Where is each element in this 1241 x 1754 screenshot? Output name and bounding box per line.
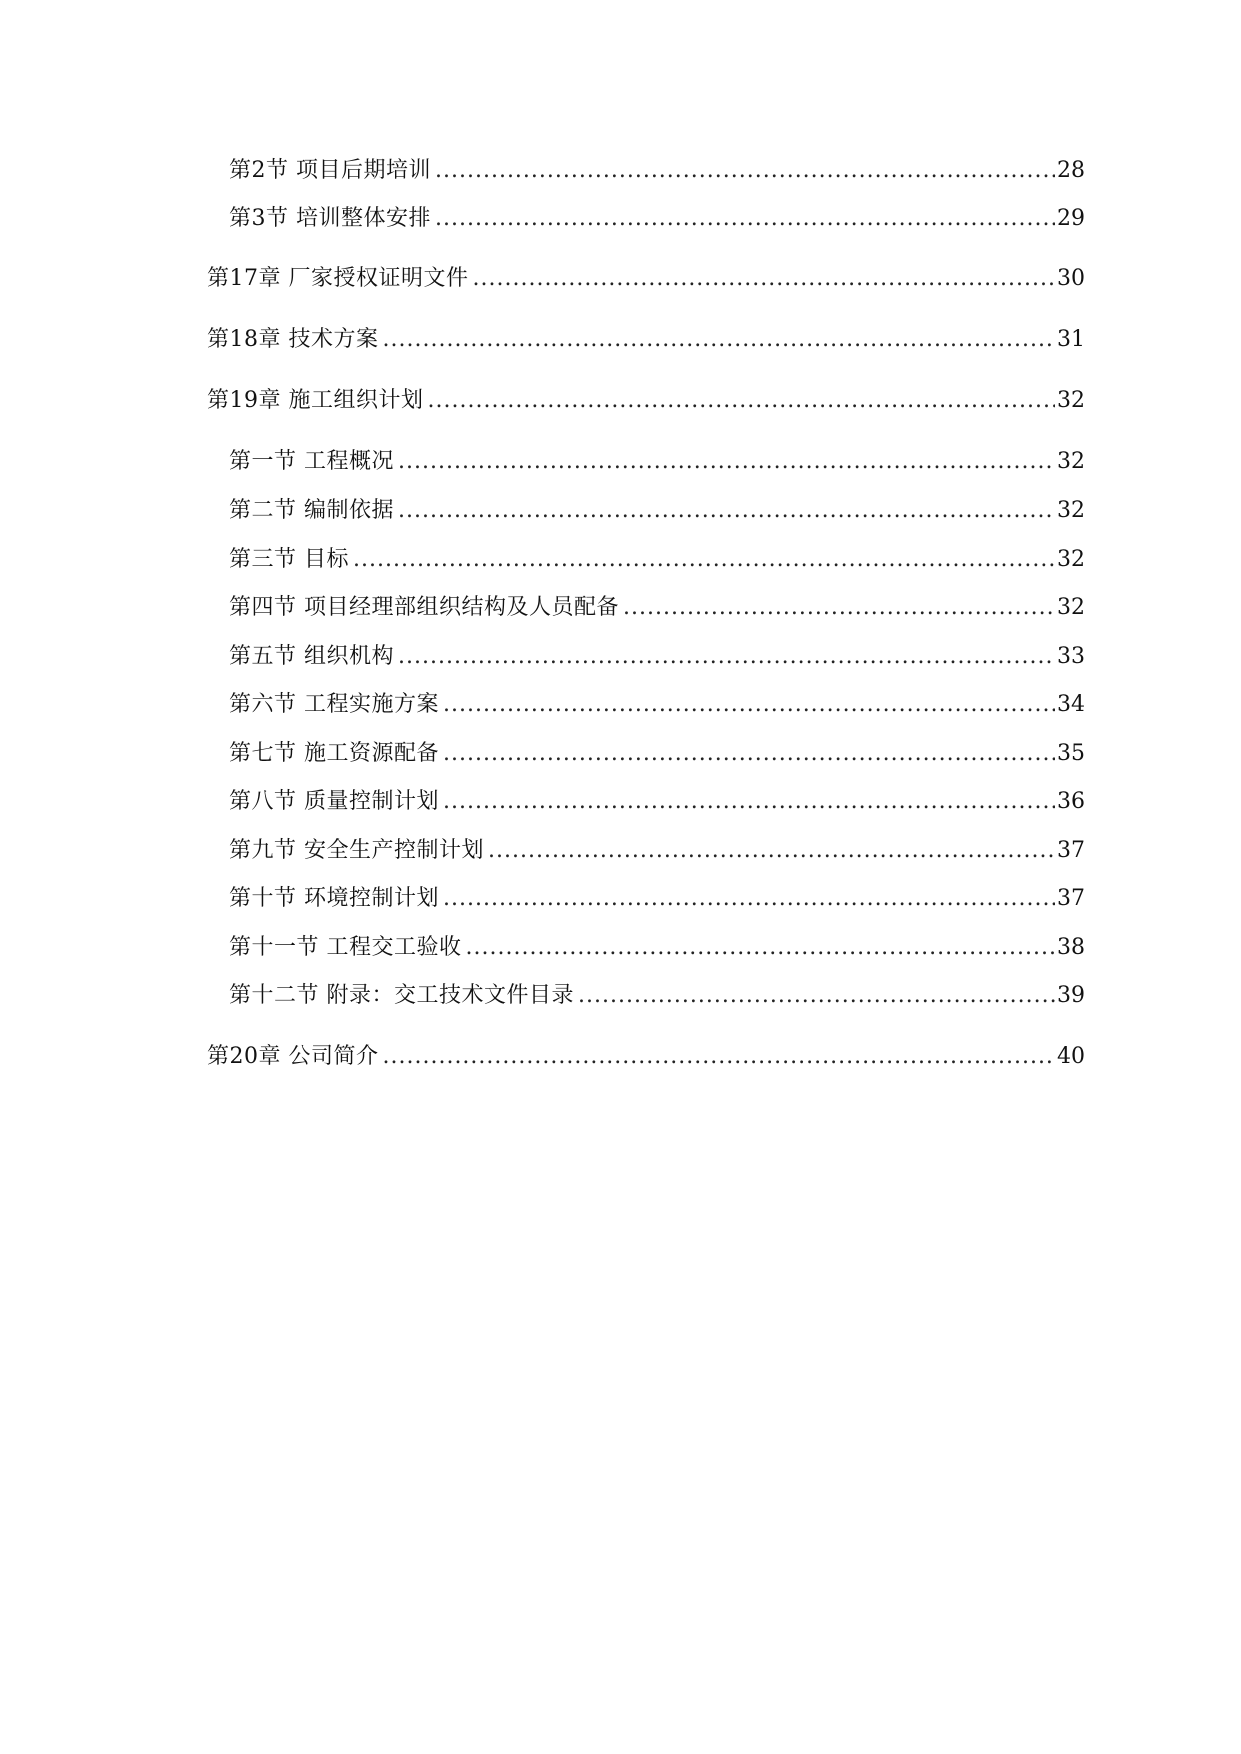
toc-dot-leader (578, 981, 1055, 1011)
toc-entry[interactable] (229, 981, 1085, 1011)
toc-entry-label: 第六节 工程实施方案 (229, 692, 439, 717)
toc-entry-label: 第3节 培训整体安排 (229, 206, 431, 231)
toc-entry-page: 33 (1057, 644, 1085, 669)
toc-entry[interactable] (207, 264, 1085, 294)
toc-entry[interactable] (229, 690, 1085, 720)
toc-dot-leader (435, 204, 1055, 234)
toc-entry-label: 第十节 环境控制计划 (229, 886, 439, 911)
toc-entry[interactable] (207, 386, 1085, 416)
toc-dot-leader (473, 264, 1056, 294)
toc-dot-leader (466, 933, 1056, 963)
toc-dot-leader (398, 642, 1055, 672)
toc-dot-leader (488, 836, 1055, 866)
toc-entry-label: 第十二节 附录：交工技术文件目录 (229, 983, 574, 1008)
toc-dot-leader (623, 593, 1055, 623)
toc-entry-label: 第三节 目标 (229, 547, 349, 572)
toc-entry[interactable] (229, 787, 1085, 817)
toc-entry-page: 39 (1057, 983, 1085, 1008)
toc-dot-leader (398, 447, 1055, 477)
toc-entry-label: 第十一节 工程交工验收 (229, 935, 462, 960)
toc-entry-page: 31 (1057, 327, 1085, 352)
toc-entry-label: 第二节 编制依据 (229, 498, 394, 523)
toc-entry-page: 32 (1057, 449, 1085, 474)
toc-entry-page: 35 (1057, 741, 1085, 766)
toc-entry-page: 29 (1057, 206, 1085, 231)
toc-entry-page: 34 (1057, 692, 1085, 717)
toc-entry-label: 第九节 安全生产控制计划 (229, 838, 484, 863)
toc-entry[interactable] (229, 933, 1085, 963)
toc-entry-page: 37 (1057, 886, 1085, 911)
toc-entry-page: 32 (1057, 595, 1085, 620)
toc-entry-label: 第18章 技术方案 (207, 327, 379, 352)
toc-entry-label: 第一节 工程概况 (229, 449, 394, 474)
toc-entry-label: 第八节 质量控制计划 (229, 789, 439, 814)
toc-dot-leader (398, 496, 1055, 526)
toc-entry[interactable] (229, 156, 1085, 186)
toc-entry-page: 38 (1057, 935, 1085, 960)
toc-dot-leader (353, 545, 1055, 575)
toc-entry-label: 第2节 项目后期培训 (229, 158, 431, 183)
toc-entry[interactable] (207, 1042, 1085, 1072)
toc-entry[interactable] (229, 836, 1085, 866)
toc-entry-page: 32 (1057, 388, 1085, 413)
toc-dot-leader (435, 156, 1055, 186)
toc-dot-leader (443, 690, 1055, 720)
toc-entry-label: 第19章 施工组织计划 (207, 388, 424, 413)
toc-entry[interactable] (229, 884, 1085, 914)
toc-entry-label: 第17章 厂家授权证明文件 (207, 266, 469, 291)
toc-entry[interactable] (229, 447, 1085, 477)
toc-entry-label: 第七节 施工资源配备 (229, 741, 439, 766)
toc-entry[interactable] (229, 496, 1085, 526)
toc-entry-label: 第四节 项目经理部组织结构及人员配备 (229, 595, 619, 620)
toc-dot-leader (428, 386, 1056, 416)
toc-entry-page: 40 (1057, 1044, 1085, 1069)
toc-entry-label: 第五节 组织机构 (229, 644, 394, 669)
toc-dot-leader (383, 325, 1056, 355)
toc-entry-page: 28 (1057, 158, 1085, 183)
toc-dot-leader (443, 739, 1055, 769)
toc-entry-page: 37 (1057, 838, 1085, 863)
toc-entry[interactable] (229, 204, 1085, 234)
toc-entry[interactable] (229, 593, 1085, 623)
toc-dot-leader (443, 787, 1055, 817)
toc-entry-page: 32 (1057, 547, 1085, 572)
toc-entry-label: 第20章 公司简介 (207, 1044, 379, 1069)
toc-entry[interactable] (229, 545, 1085, 575)
toc-entry-page: 30 (1057, 266, 1085, 291)
toc-entry-page: 36 (1057, 789, 1085, 814)
toc-dot-leader (383, 1042, 1056, 1072)
toc-entry[interactable] (207, 325, 1085, 355)
toc-entry-page: 32 (1057, 498, 1085, 523)
toc-dot-leader (443, 884, 1055, 914)
toc-entry[interactable] (229, 739, 1085, 769)
toc-entry[interactable] (229, 642, 1085, 672)
